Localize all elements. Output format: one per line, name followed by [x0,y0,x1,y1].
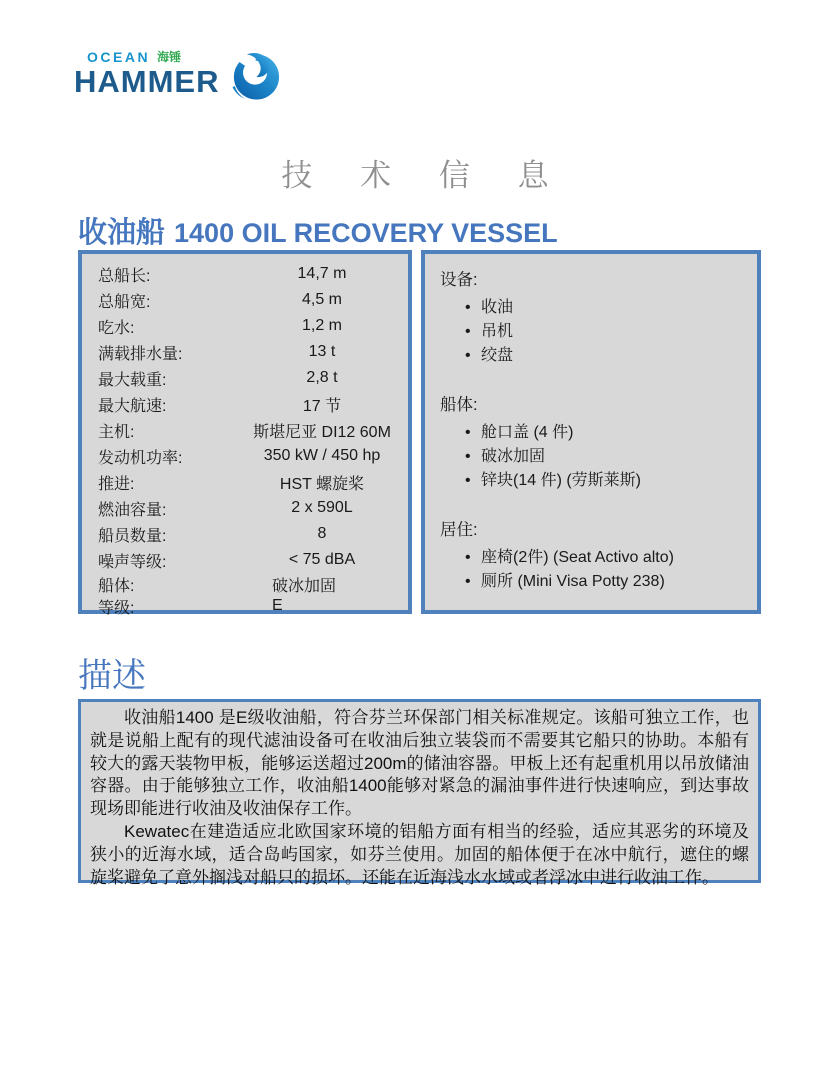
description-heading: 描述 [78,658,146,695]
spec-label: 主机: [98,423,135,441]
spec-label: 船员数量: [98,527,167,545]
bullet-icon: • [465,448,471,465]
spec-label: 吃水: [98,319,135,337]
spec-value: 13 t [308,343,336,360]
equipment-section-title: 设备: [440,271,478,289]
logo-top-line [87,48,220,65]
spec-row [98,595,396,617]
equipment-item-list [440,546,747,594]
equipment-item: • 绞盘 [465,344,747,368]
spec-value: 斯堪尼亚 DI12 60M [253,423,391,441]
spec-label: 满载排水量: [98,345,183,363]
spec-row [98,417,396,443]
spec-row [98,313,396,339]
spec-label: 最大载重: [98,371,167,389]
spec-value: 2,8 t [306,369,338,386]
spec-value: 350 kW / 450 hp [263,447,381,464]
spec-row [98,261,396,287]
spec-label: 总船宽: [98,293,151,311]
spec-row [98,287,396,313]
page-title: 技 术 信 息 [281,158,569,193]
spec-label: 噪声等级: [98,553,167,571]
equipment-item-list [440,421,747,493]
equipment-section [440,266,747,368]
spec-box [78,250,412,617]
spec-label: 最大航速: [98,397,167,415]
bullet-icon: • [465,573,471,590]
logo-chinese-text: 海锤 [157,50,182,64]
equipment-item-list [440,296,747,368]
spec-value: 17 节 [302,397,342,415]
spec-label: 燃油容量: [98,501,167,519]
equipment-item: • 锌块(14 件) (劳斯莱斯) [465,469,747,493]
spec-row [98,521,396,547]
equipment-section-title: 船体: [440,396,478,414]
spec-row [98,443,396,469]
bullet-icon: • [465,472,471,489]
spec-value: < 75 dBA [288,551,356,568]
spec-label: 推进: [98,475,135,493]
bullet-icon: • [465,323,471,340]
product-heading-en: 1400 OIL RECOVERY VESSEL [174,218,558,248]
bullet-icon: • [465,299,471,316]
bullet-icon: • [465,347,471,364]
logo-hammer-text: HAMMER [74,64,220,99]
product-heading-zh: 收油船 [78,217,166,249]
spec-value: 1,2 m [301,317,342,334]
spec-row [98,495,396,521]
equipment-item: • 吊机 [465,320,747,344]
equipment-item: • 舱口盖 (4 件) [465,421,747,445]
spec-row [98,391,396,417]
spec-value: 破冰加固 [272,577,337,595]
spec-row [98,547,396,573]
spec-label: 船体: [98,577,135,595]
equipment-item: • 座椅(2件) (Seat Activo alto) [465,546,747,570]
spec-label: 总船长: [98,267,151,285]
spec-value: 4,5 m [301,291,342,308]
description-paragraph: Kewatec在建造适应北欧国家环境的铝船方面有相当的经验，适应其恶劣的环境及狭小的近海水域，适合岛屿国家，如芬兰使用。加固的船体便于在冰中航行，遮住的螺旋桨避免了意外搁浅对船只的损坏。还能在近海浅水水域或者浮冰中进行收油工作。 [90,821,749,887]
spec-row [98,339,396,365]
logo-ocean-text: OCEAN [87,48,151,65]
spec-value: E [272,597,283,614]
spec-value: HST 螺旋桨 [279,475,365,493]
spec-value: 8 [317,525,327,542]
spec-value: 2 x 590L [291,499,353,516]
spec-row [98,573,396,595]
equipment-section [440,516,747,594]
bullet-icon: • [465,424,471,441]
bullet-icon: • [465,549,471,566]
equipment-section [440,391,747,493]
spec-label: 发动机功率: [98,449,183,467]
spec-label: 等级: [98,599,135,617]
product-heading [78,210,558,251]
description-paragraph: 收油船1400 是E级收油船，符合芬兰环保部门相关标准规定。该船可独立工作，也就是说船上配有的现代滤油设备可在收油后独立装袋而不需要其它船只的协助。本船有较大的露天装物甲板，能够运送超过200m的储油容器。甲板上还有起重机用以吊放储油容器。由于能够独立工作，收油船1400能够对紧急的漏油事件进行快速响应，到达事故现场即能进行收油及收油保存工作。 [90,708,749,819]
spec-table [82,254,408,617]
spec-row [98,469,396,495]
equipment-box [421,250,761,614]
spec-value: 14,7 m [297,265,347,282]
wave-circle-icon [231,47,281,104]
equipment-section-title: 居住: [440,521,478,539]
equipment-item: • 收油 [465,296,747,320]
equipment-sections [425,254,757,594]
equipment-item: • 厕所 (Mini Visa Potty 238) [465,570,747,594]
equipment-item: • 破冰加固 [465,445,747,469]
ocean-hammer-logo [74,48,220,99]
info-boxes [78,250,761,617]
description-box [78,699,761,887]
spec-row [98,365,396,391]
